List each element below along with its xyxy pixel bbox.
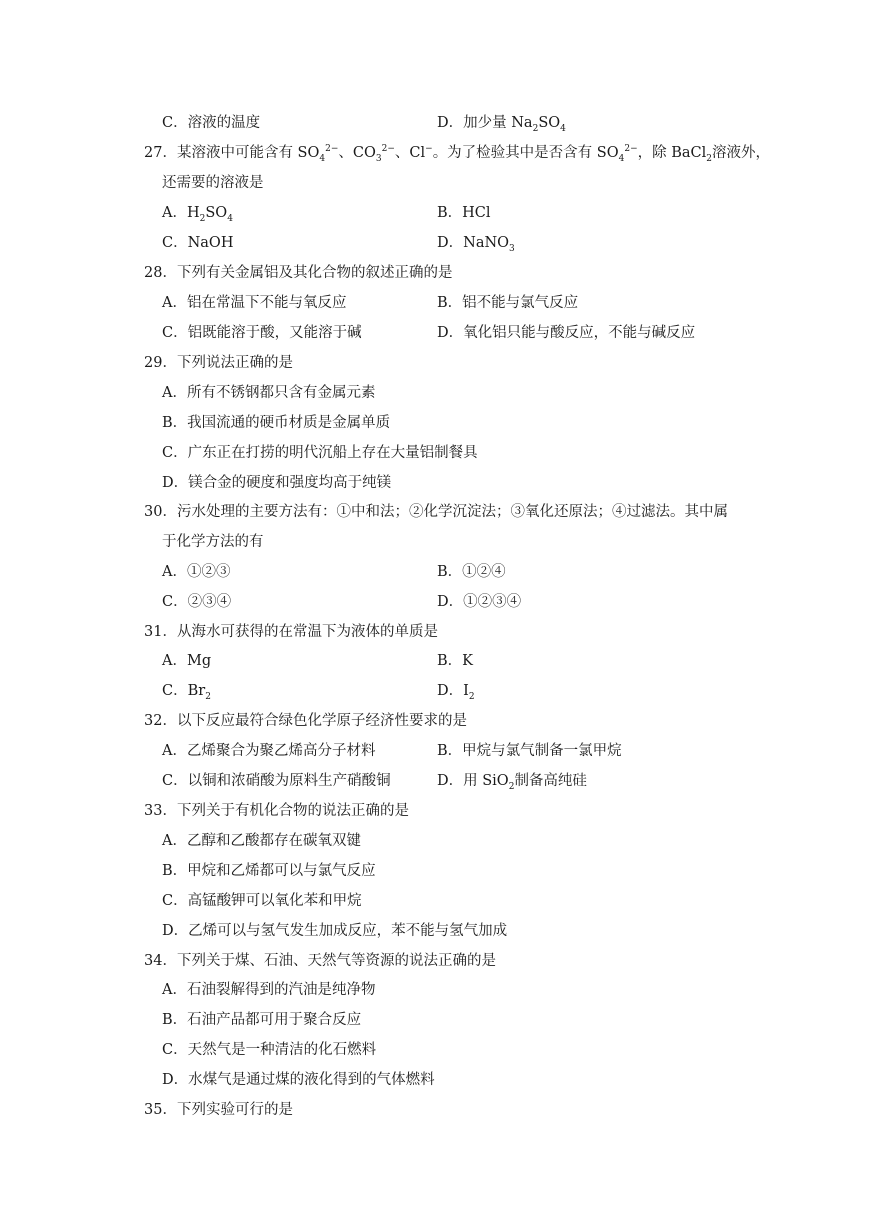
q32-option-d: D．用 SiO$_2$制备高纯硅: [437, 773, 587, 792]
q26-option-c: C．溶液的温度: [162, 115, 261, 131]
q28-option-a: A．铝在常温下不能与氧反应: [162, 295, 347, 311]
q33-option-a: A．乙醇和乙酸都存在碳氧双键: [162, 833, 361, 849]
q30-stem-line2: 于化学方法的有: [162, 534, 264, 550]
q33-option-d: D．乙烯可以与氢气发生加成反应，苯不能与氢气加成: [162, 923, 508, 939]
q27-option-b: B．HCl: [437, 205, 491, 221]
q31-stem: 31．从海水可获得的在常温下为液体的单质是: [144, 624, 438, 640]
q34-option-a: A．石油裂解得到的汽油是纯净物: [162, 982, 376, 998]
q28-option-d: D．氧化铝只能与酸反应，不能与碱反应: [437, 325, 696, 341]
q30-option-d: D．①②③④: [437, 594, 522, 610]
q28-option-b: B．铝不能与氯气反应: [437, 295, 579, 311]
q30-stem-line1: 30．污水处理的主要方法有：①中和法；②化学沉淀法；③氧化还原法；④过滤法。其中属: [144, 504, 728, 520]
q27-option-d: D．NaNO$_3$: [437, 235, 515, 254]
q28-stem: 28．下列有关金属铝及其化合物的叙述正确的是: [144, 265, 453, 281]
q34-option-d: D．水煤气是通过煤的液化得到的气体燃料: [162, 1072, 435, 1088]
q34-stem: 34．下列关于煤、石油、天然气等资源的说法正确的是: [144, 953, 496, 969]
q29-option-a: A．所有不锈钢都只含有金属元素: [162, 385, 376, 401]
q30-option-a: A．①②③: [162, 564, 231, 580]
q31-option-a: A．Mg: [162, 653, 212, 669]
q26-option-d: D．加少量 $Na_2SO_4$: [437, 115, 566, 134]
q32-stem: 32．以下反应最符合绿色化学原子经济性要求的是: [144, 713, 467, 729]
q34-option-c: C．天然气是一种清洁的化石燃料: [162, 1042, 377, 1058]
q32-option-b: B．甲烷与氯气制备一氯甲烷: [437, 743, 622, 759]
q27-option-c: C．NaOH: [162, 235, 234, 251]
q33-option-c: C．高锰酸钾可以氧化苯和甲烷: [162, 893, 362, 909]
q29-option-b: B．我国流通的硬币材质是金属单质: [162, 415, 391, 431]
q35-stem: 35．下列实验可行的是: [144, 1102, 293, 1118]
q31-option-d: D．$I_2$: [437, 683, 475, 702]
q29-stem: 29．下列说法正确的是: [144, 355, 293, 371]
q33-stem: 33．下列关于有机化合物的说法正确的是: [144, 803, 409, 819]
q33-option-b: B．甲烷和乙烯都可以与氯气反应: [162, 863, 376, 879]
q32-option-c: C．以铜和浓硝酸为原料生产硝酸铜: [162, 773, 391, 789]
q31-option-b: B．K: [437, 653, 473, 669]
q32-option-a: A．乙烯聚合为聚乙烯高分子材料: [162, 743, 376, 759]
q27-option-a: A．$H_2SO_4$: [162, 205, 233, 224]
q30-option-b: B．①②④: [437, 564, 506, 580]
q30-option-c: C．②③④: [162, 594, 232, 610]
q27-stem-line2: 还需要的溶液是: [162, 175, 264, 191]
q29-option-d: D．镁合金的硬度和强度均高于纯镁: [162, 475, 392, 491]
q29-option-c: C．广东正在打捞的明代沉船上存在大量铝制餐具: [162, 445, 478, 461]
q34-option-b: B．石油产品都可用于聚合反应: [162, 1012, 362, 1028]
q31-option-c: C．$Br_2$: [162, 683, 211, 702]
q27-stem-line1: 27．某溶液中可能含有 $SO_4^{2-}$、$CO_3^{2-}$、Cl−。为了检验其中是否含有 $SO_4^{2-}$，除 BaCl$_2$溶液外，: [144, 144, 771, 164]
q28-option-c: C．铝既能溶于酸，又能溶于碱: [162, 325, 362, 341]
